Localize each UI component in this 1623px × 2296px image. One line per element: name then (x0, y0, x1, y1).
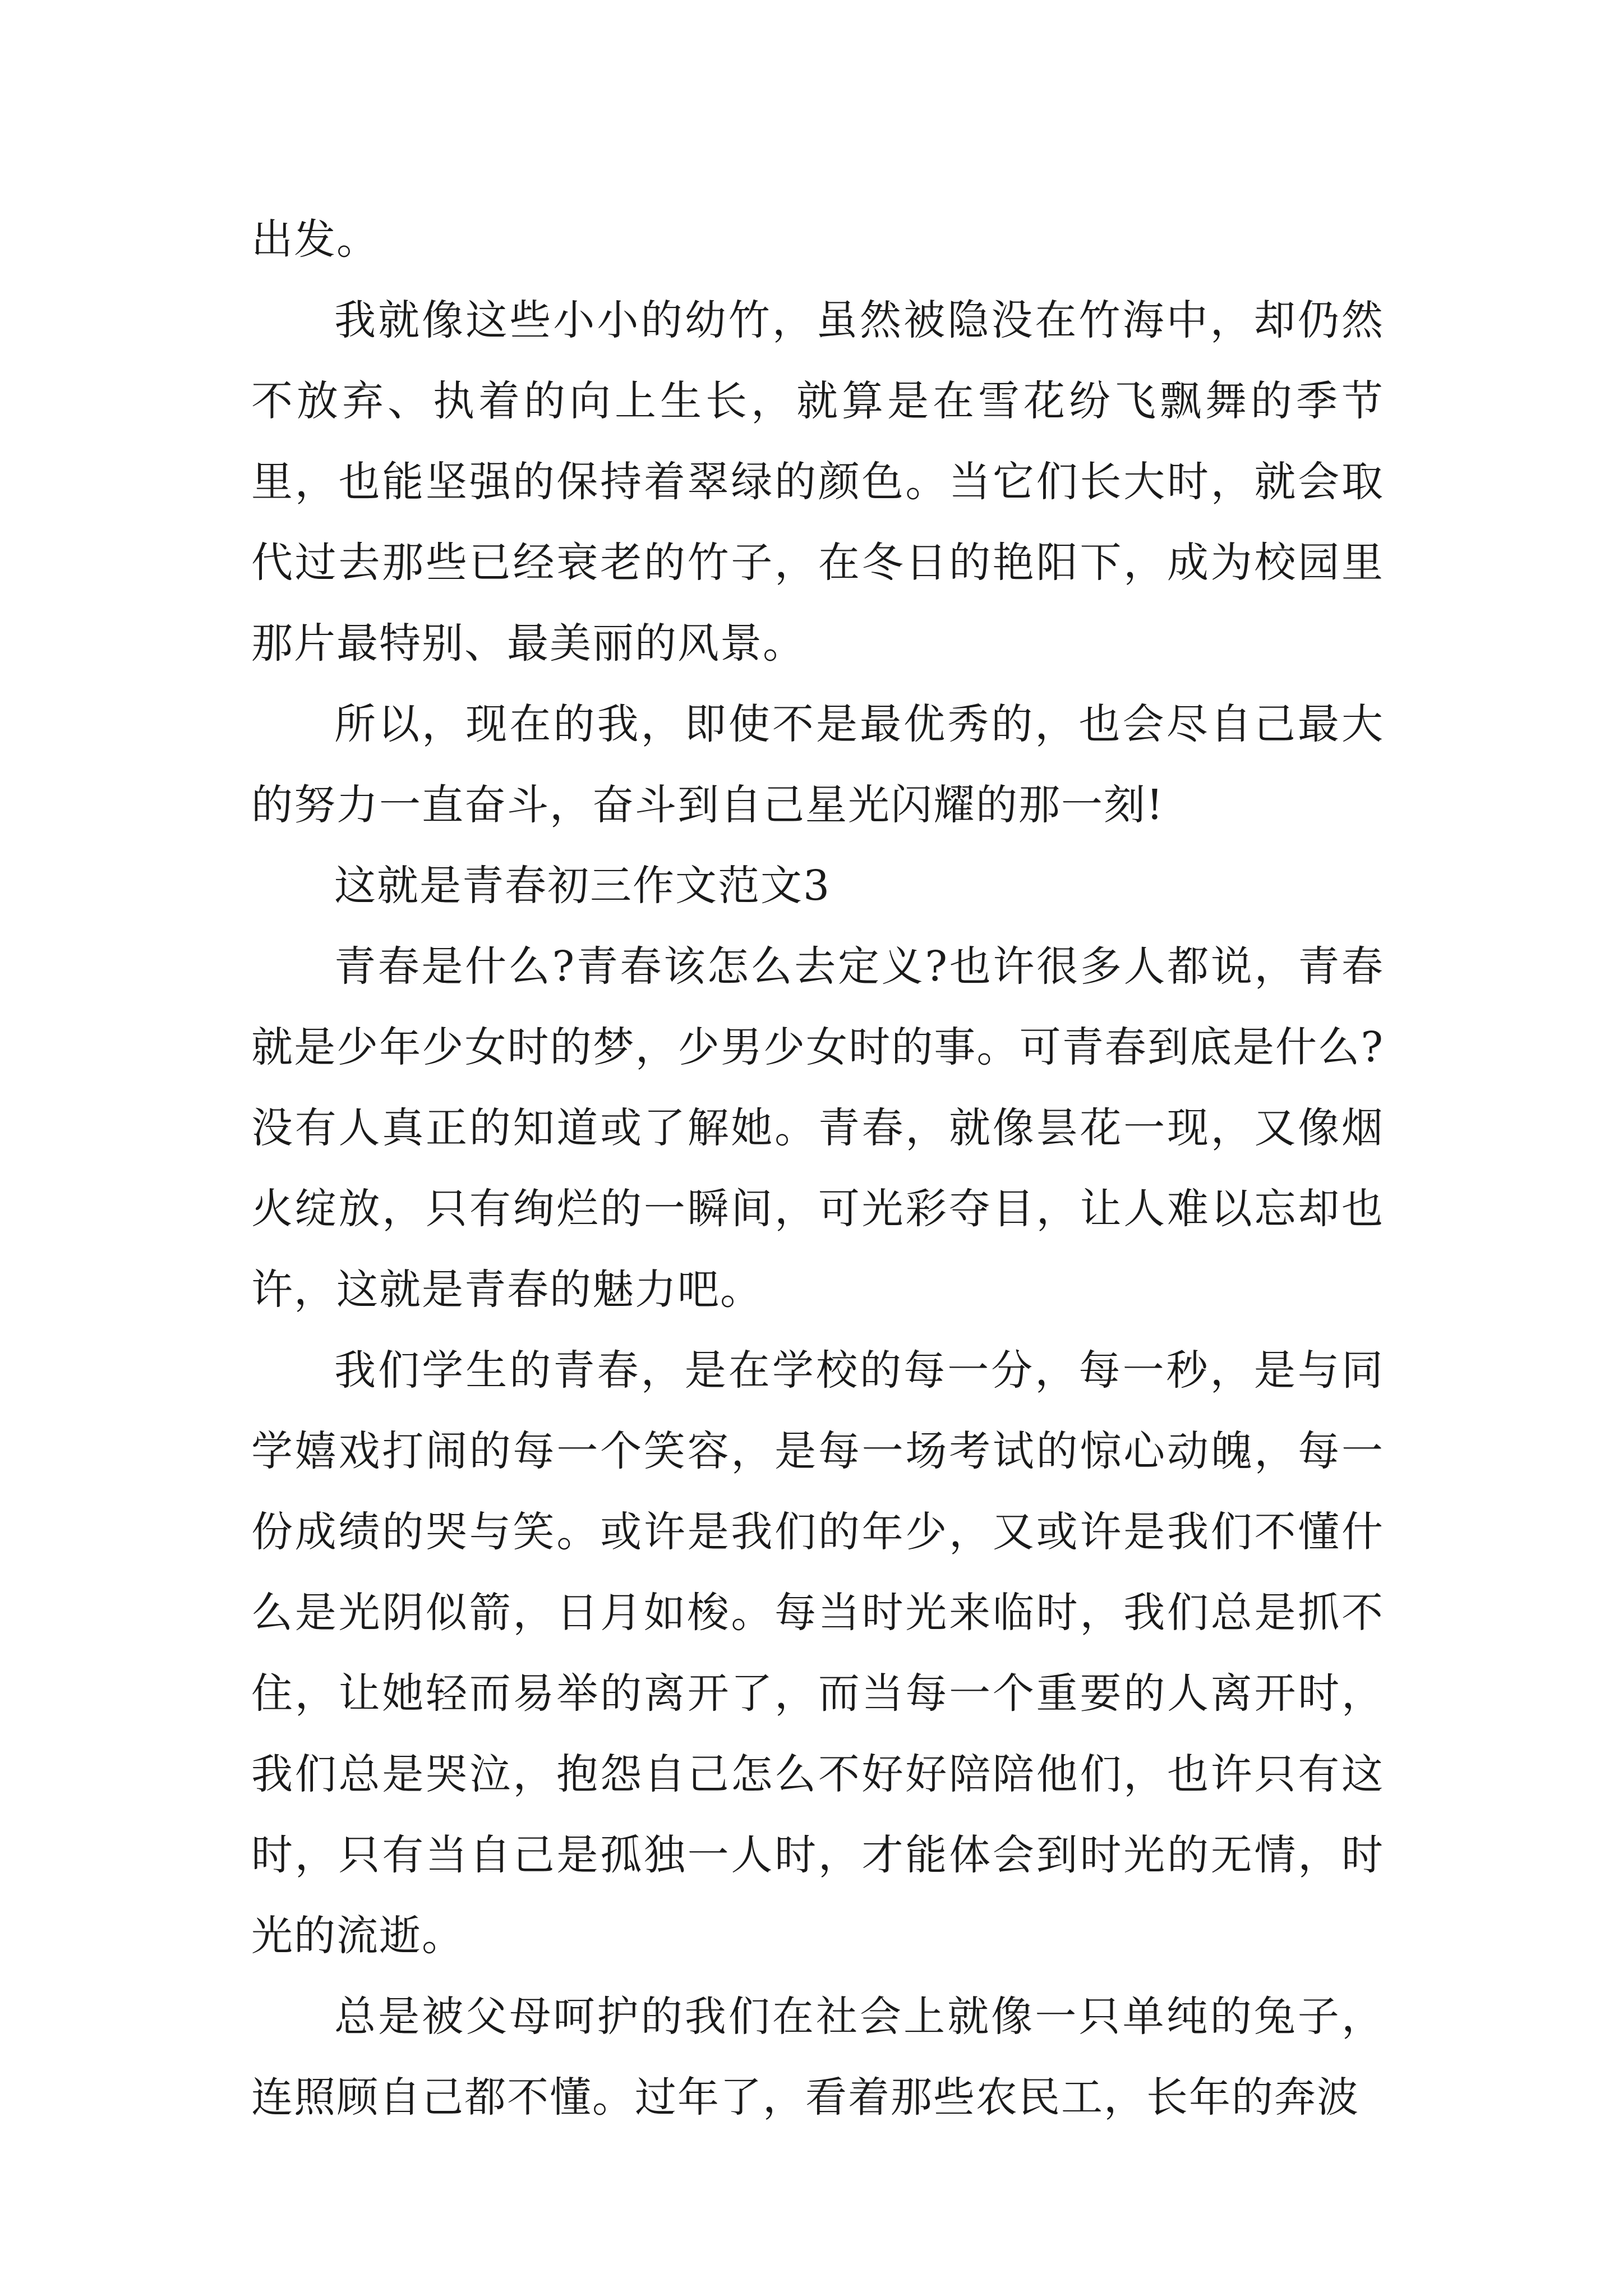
paragraph-effort: 所以，现在的我，即使不是最优秀的，也会尽自己最大的努力一直奋斗，奋斗到自己星光闪耀的那一刻! (251, 700, 1384, 829)
paragraph-student-youth: 我们学生的青春，是在学校的每一分，每一秒，是与同学嬉戏打闹的每一个笑容，是每一场考试的惊心动魄，每一份成绩的哭与笑。或许是我们的年少，又或许是我们不懂什么是光阴似箭，日月如梭。每当时光来临时，我们总是抓不住，让她轻而易举的离开了，而当每一个重要的人离开时，我们总是哭泣，抱怨自己怎么不好好陪陪他们，也许只有这时，只有当自己是孤独一人时，才能体会到时光的无情，时光的流逝。 (251, 1346, 1384, 1960)
paragraph-youth-definition: 青春是什么?青春该怎么去定义?也许很多人都说，青春就是少年少女时的梦，少男少女时的事。可青春到底是什么?没有人真正的知道或了解她。青春，就像昙花一现，又像烟火绽放，只有绚烂的一瞬间，可光彩夺目，让人难以忘却也许，这就是青春的魅力吧。 (251, 942, 1384, 1314)
document-body (251, 199, 1384, 2138)
paragraph-parents: 总是被父母呵护的我们在社会上就像一只单纯的兔子，连照顾自己都不懂。过年了，看着那些农民工，长年的奔波 (251, 1993, 1384, 2122)
paragraph-bamboo: 我就像这些小小的幼竹，虽然被隐没在竹海中，却仍然不放弃、执着的向上生长，就算是在雪花纷飞飘舞的季节里，也能坚强的保持着翠绿的颜色。当它们长大时，就会取代过去那些已经衰老的竹子，在冬日的艳阳下，成为校园里那片最特别、最美丽的风景。 (251, 296, 1384, 668)
paragraph-continuation: 出发。 (251, 215, 379, 264)
section-heading: 这就是青春初三作文范文3 (334, 862, 831, 910)
